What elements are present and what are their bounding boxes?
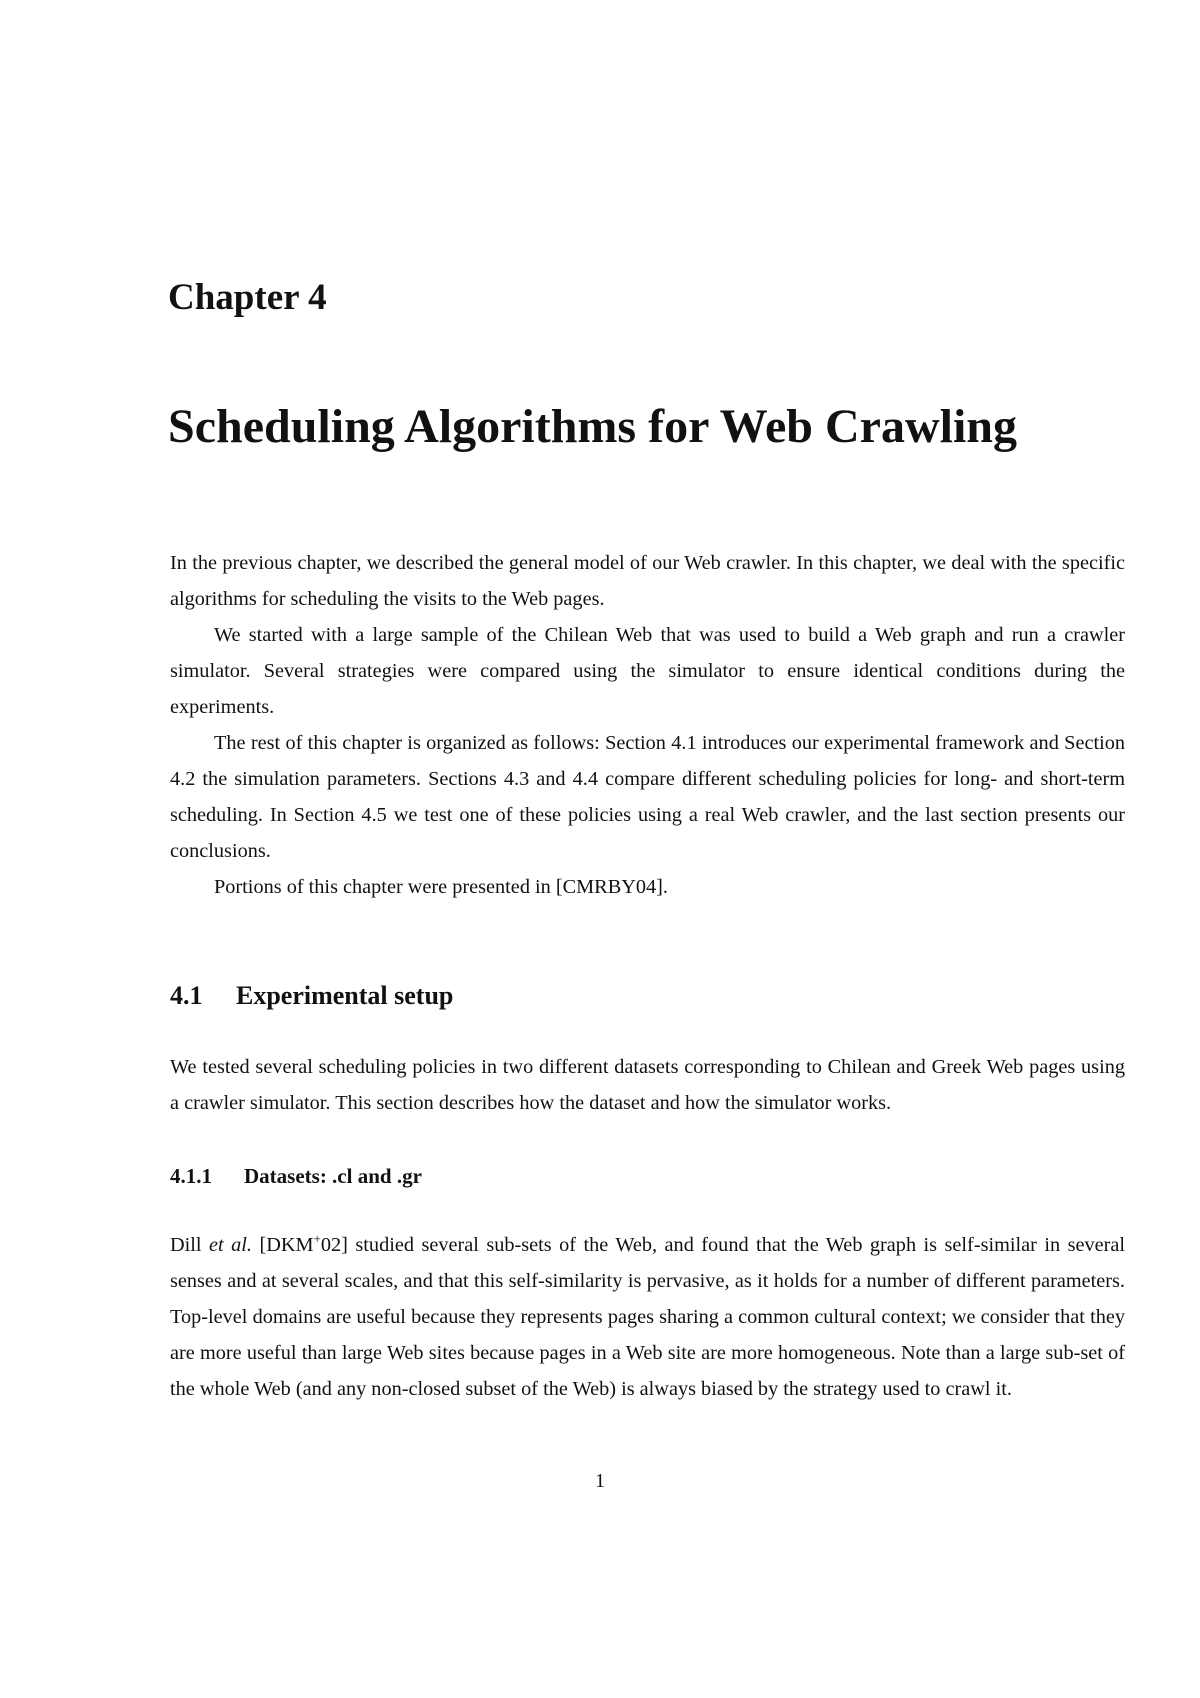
intro-paragraph-2: We started with a large sample of the Chilean Web that was used to build a Web graph and run a crawler simulator. Several strategies were compared using the simulator to ensure identical conditions during the experiments. <box>170 624 1125 718</box>
section-title: Experimental setup <box>236 981 454 1010</box>
page-number: 1 <box>595 1470 605 1492</box>
subsection-4-1-1-paragraph <box>170 1227 1125 1407</box>
chapter-title: Scheduling Algorithms for Web Crawling <box>168 400 1017 453</box>
cited-author: Dill <box>170 1234 202 1256</box>
subsection-4-1-1-body <box>170 1227 1125 1407</box>
et-al: et al. <box>209 1234 252 1256</box>
section-number: 4.1 <box>170 981 203 1010</box>
subsection-number: 4.1.1 <box>170 1164 212 1188</box>
intro-paragraph-4: Portions of this chapter were presented in [CMRBY04]. <box>214 876 668 898</box>
section-4-1-paragraph: We tested several scheduling policies in two different datasets corresponding to Chilean and Greek Web pages using a crawler simulator. This section describes how the dataset and how the simulator works. <box>170 1056 1125 1114</box>
section-heading-4-1 <box>170 979 453 1013</box>
subsection-title: Datasets: .cl and .gr <box>244 1164 422 1188</box>
chapter-label: Chapter 4 <box>168 277 327 318</box>
paragraph-text: studied several sub-sets of the Web, and found that the Web graph is self-similar in several senses and at several scales, and that this self-similarity is pervasive, as it holds for a number of different parameters. Top-level domains are useful because they represents pages sharing a common cultural context; we consider that they are more useful than large Web sites because pages in a Web site are more homogeneous. Note than a large sub-set of the whole Web (and any non-closed subset of the Web) is always biased by the strategy used to crawl it. <box>170 1234 1126 1400</box>
subsection-heading-4-1-1 <box>170 1162 422 1190</box>
citation: [DKM+02] <box>259 1231 348 1256</box>
intro-paragraph-1: In the previous chapter, we described the general model of our Web crawler. In this chapter, we deal with the specific algorithms for scheduling the visits to the Web pages. <box>170 552 1125 610</box>
chapter-intro <box>170 545 1125 905</box>
section-4-1-body <box>170 1049 1125 1121</box>
intro-paragraph-3: The rest of this chapter is organized as follows: Section 4.1 introduces our experimental framework and Section 4.2 the simulation parameters. Sections 4.3 and 4.4 compare different scheduling policies for long- and short-term scheduling. In Section 4.5 we test one of these policies using a real Web crawler, and the last section presents our conclusions. <box>170 732 1125 862</box>
